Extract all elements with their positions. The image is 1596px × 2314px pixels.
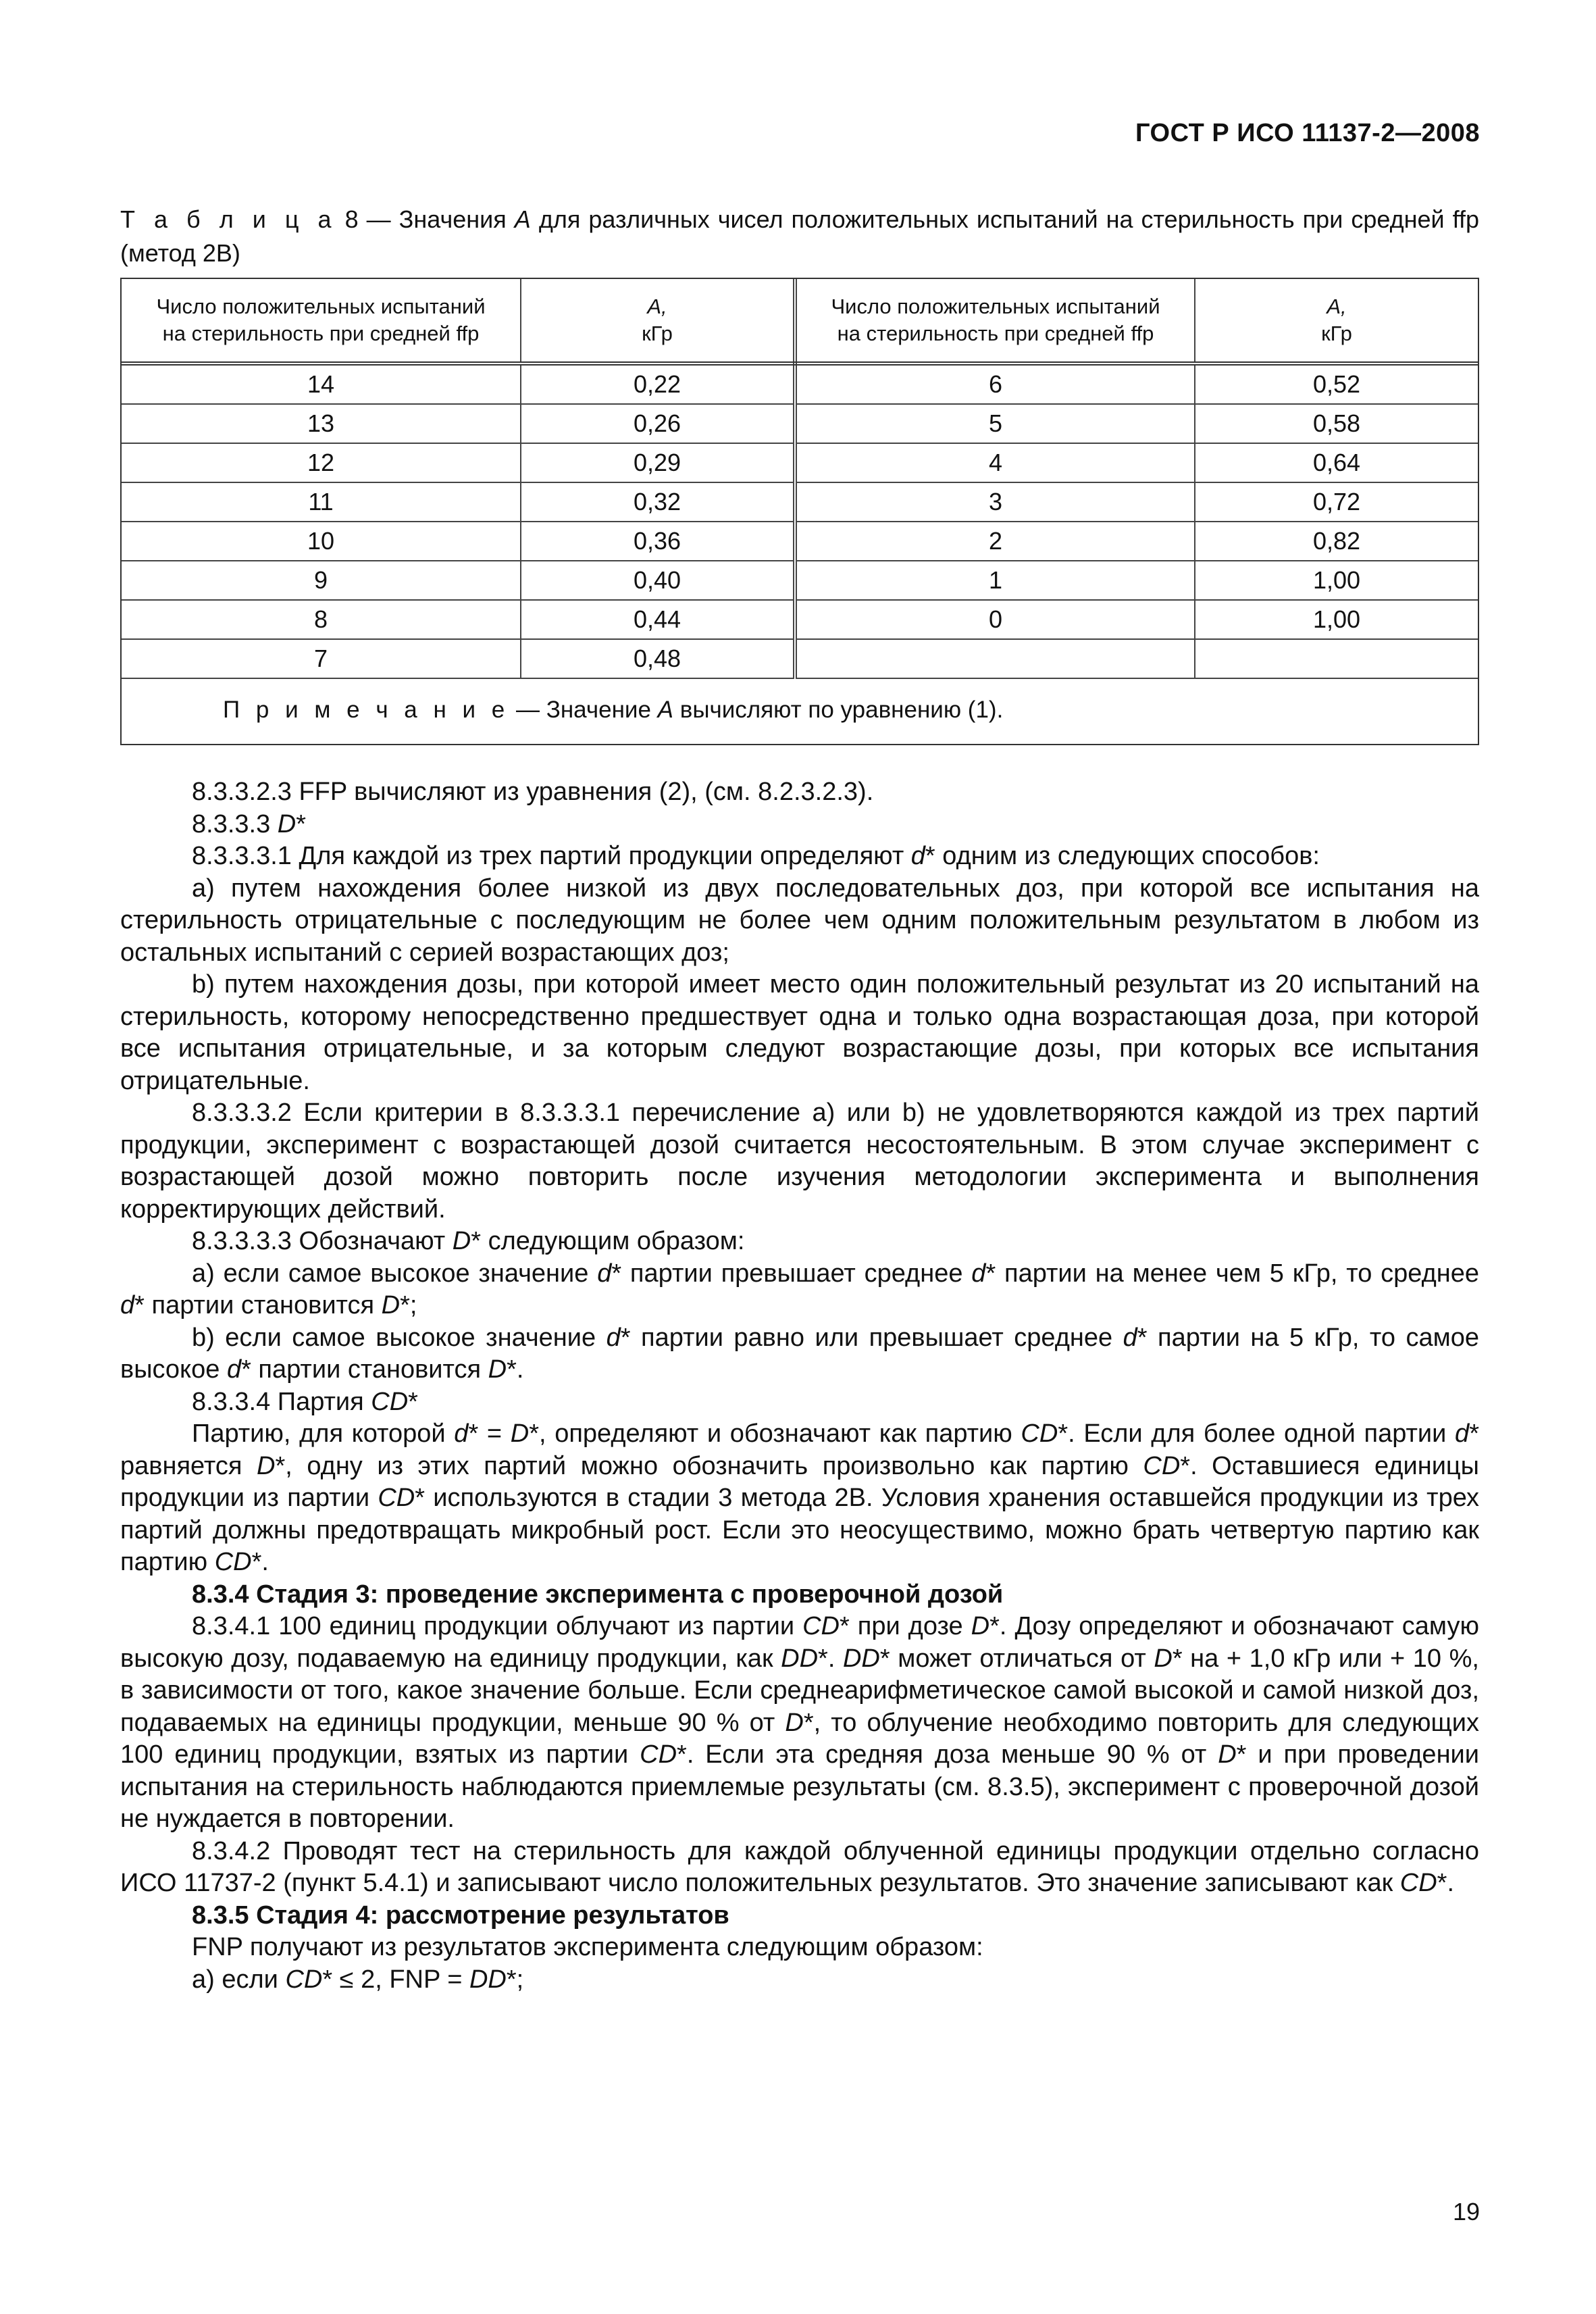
table-cell: 0,44	[521, 600, 795, 639]
header-positive-count-left: Число положительных испытаний на стерильность при средней ffp	[122, 279, 521, 363]
table-cell: 13	[122, 404, 521, 443]
table-caption-pre: 8 — Значения	[336, 205, 515, 233]
table-cell: 1,00	[1195, 600, 1478, 639]
paragraph: 8.3.3.2.3 FFP вычисляют из уравнения (2), (см. 8.2.3.2.3).	[192, 778, 874, 806]
paragraph: b) если самое высокое значение d* партии равно или превышает среднее d* партии на 5 кГр, то самое высокое d* партии становится D*.	[120, 1323, 1479, 1384]
table-cell: 0,82	[1195, 522, 1478, 561]
table-caption-label: Т а б л и ц а	[120, 205, 337, 233]
table-cell: 0,29	[521, 443, 795, 482]
table-cell	[795, 639, 1195, 678]
table-row	[122, 522, 1478, 561]
table-header-row	[122, 279, 1478, 363]
paragraph: а) если самое высокое значение d* партии превышает среднее d* партии на менее чем 5 кГр, то среднее d* партии становится D*;	[120, 1259, 1480, 1319]
table-cell: 6	[795, 363, 1195, 404]
table-note-row	[122, 678, 1478, 741]
table-cell	[1195, 639, 1478, 678]
table-caption-var: A	[514, 205, 531, 233]
table-cell: 7	[122, 639, 521, 678]
paragraph: b) путем нахождения дозы, при которой имеет место один положительный результат из 20 испытаний на стерильность, которому непосредственно предшествует одна и только одна возрастающая доза, при которой все испытания отрицательные, и за которым следуют возрастающие дозы, при которых все испытания отрицательные.	[120, 970, 1479, 1095]
table-cell: 3	[795, 482, 1195, 522]
table-cell: 0,58	[1195, 404, 1478, 443]
table-cell: 11	[122, 482, 521, 522]
header-a-value-left: A, кГр	[521, 279, 795, 363]
table-cell: 0,48	[521, 639, 795, 678]
table-row	[122, 561, 1478, 600]
page-number: 19	[1452, 2198, 1480, 2225]
document-id-header: ГОСТ Р ИСО 11137-2—2008	[1135, 119, 1480, 147]
table-cell: 0,72	[1195, 482, 1478, 522]
table-cell: 8	[122, 600, 521, 639]
section-heading: 8.3.4 Стадия 3: проведение эксперимента с проверочной дозой	[192, 1580, 1004, 1609]
table-cell: 12	[122, 443, 521, 482]
paragraph: 8.3.3.3.2 Если критерии в 8.3.3.3.1 перечисление а) или b) не удовлетворяются каждой из трех партий продукции, эксперимент с возрастающей дозой считается несостоятельным. В этом случае эксперимент с возрастающей дозой можно повторить после изучения методологии эксперимента и выполнения корректирующих действий.	[120, 1099, 1479, 1224]
table-cell: 0,52	[1195, 363, 1478, 404]
paragraph: а) путем нахождения более низкой из двух последовательных доз, при которой все испытания на стерильность отрицательные с последующим не более чем одним положительным результатом в любом из остальных испытаний с серией возрастающих доз;	[120, 874, 1479, 967]
paragraph: а) если CD* ≤ 2, FNP = DD*;	[192, 1965, 524, 1994]
table-cell: 5	[795, 404, 1195, 443]
table-cell: 0	[795, 600, 1195, 639]
table-row	[122, 363, 1478, 404]
table-cell: 0,32	[521, 482, 795, 522]
table-cell: 1	[795, 561, 1195, 600]
section-heading: 8.3.5 Стадия 4: рассмотрение результатов	[192, 1901, 729, 1930]
table-cell: 2	[795, 522, 1195, 561]
paragraph: FNP получают из результатов эксперимента следующим образом:	[192, 1933, 983, 1961]
paragraph: 8.3.4.1 100 единиц продукции облучают из партии CD* при дозе D*. Дозу определяют и обозначают самую высокую дозу, подаваемую на единицу продукции, как DD*. DD* может отличаться от D* на + 1,0 кГр или + 10 %, в зависимости от того, какое значение больше. Если среднеарифметическое самой высокой и самой низкой доз, подаваемых на единицы продукции, меньше 90 % от D*, то облучение необходимо повторить для следующих 100 единиц продукции, взятых из партии CD*. Если эта средняя доза меньше 90 % от D* и при проведении испытания на стерильность наблюдаются приемлемые результаты (см. 8.3.5), эксперимент с проверочной дозой не нуждается в повторении.	[120, 1612, 1480, 1833]
table-cell: 0,22	[521, 363, 795, 404]
paragraph: 8.3.3.3 D*	[192, 809, 307, 838]
dose-table	[120, 278, 1479, 745]
table-note	[122, 678, 1478, 741]
paragraph: Партию, для которой d* = D*, определяют и обозначают как партию CD*. Если для более одной партии d* равняется D*, одну из этих партий можно обозначить произвольно как партию CD*. Оставшиеся единицы продукции из партии CD* используются в стадии 3 метода 2В. Условия хранения оставшейся продукции из трех партий должны предотвращать микробный рост. Если это неосуществимо, можно брать четвертую партию как партию CD*.	[120, 1419, 1480, 1576]
table-row	[122, 482, 1478, 522]
table-caption-post: для различных чисел положительных испытаний на стерильность при средней ffp (метод 2В)	[120, 205, 1480, 267]
body-text	[120, 776, 1479, 1996]
table-row	[122, 639, 1478, 678]
paragraph: 8.3.3.3.1 Для каждой из трех партий продукции определяют d* одним из следующих способов:	[192, 842, 1320, 870]
table-cell: 10	[122, 522, 521, 561]
table-cell: 0,26	[521, 404, 795, 443]
table-cell: 4	[795, 443, 1195, 482]
header-positive-count-right: Число положительных испытаний на стерильность при средней ffp	[795, 279, 1195, 363]
header-a-value-right: A, кГр	[1195, 279, 1478, 363]
table-note-var: A	[657, 697, 674, 723]
table-row	[122, 443, 1478, 482]
table-caption	[120, 203, 1479, 270]
table-cell: 0,64	[1195, 443, 1478, 482]
paragraph: 8.3.3.3.3 Обозначают D* следующим образом:	[192, 1227, 745, 1255]
paragraph: 8.3.4.2 Проводят тест на стерильность для каждой облученной единицы продукции отдельно согласно ИСО 11737-2 (пункт 5.4.1) и записывают число положительных результатов. Это значение записывают как CD*.	[120, 1836, 1479, 1897]
table-note-post: вычисляют по уравнению (1).	[673, 697, 1004, 723]
table-note-label: П р и м е ч а н и е	[223, 697, 510, 723]
table-cell: 0,36	[521, 522, 795, 561]
paragraph: 8.3.3.4 Партия CD*	[192, 1387, 418, 1416]
table-cell: 1,00	[1195, 561, 1478, 600]
table-note-pre: — Значение	[509, 697, 658, 723]
dose-table-grid	[122, 279, 1478, 741]
table-cell: 9	[122, 561, 521, 600]
table-row	[122, 404, 1478, 443]
table-row	[122, 600, 1478, 639]
table-cell: 14	[122, 363, 521, 404]
table-cell: 0,40	[521, 561, 795, 600]
